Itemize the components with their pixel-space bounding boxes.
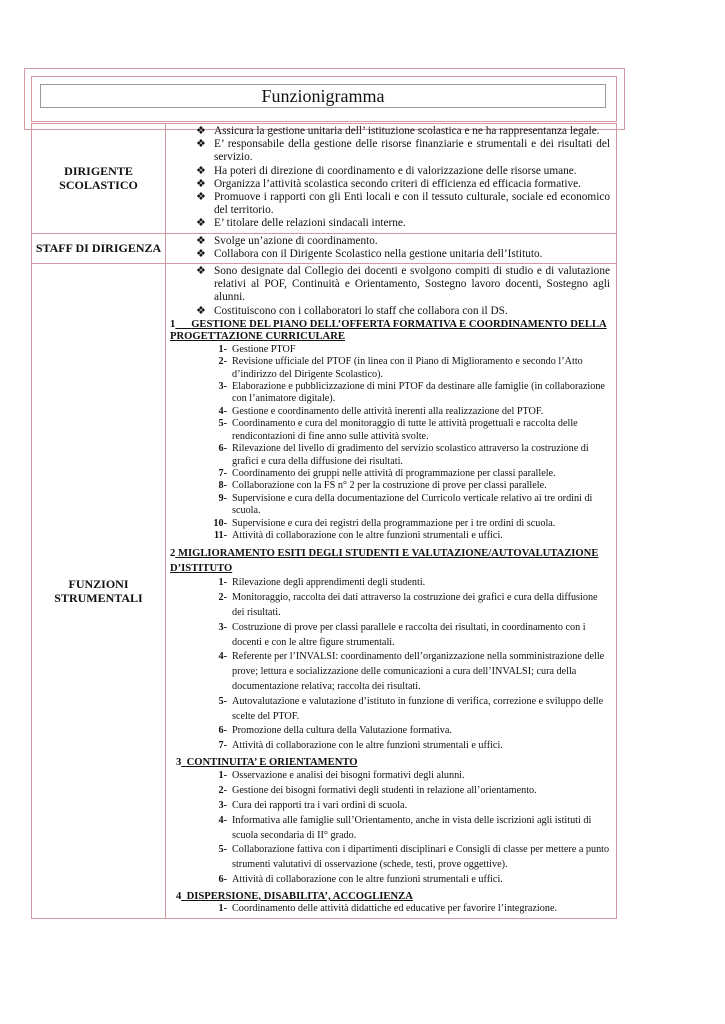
list-item: 6- Rilevazione del livello di gradimento del servizio scolastico attraverso la costruzione di grafici e cura della diffusione dei risultati.	[218, 443, 589, 467]
list-item: ❖ Ha poteri di direzione di coordinamento e di valorizzazione delle risorse umane.	[196, 164, 577, 177]
role-cell: STAFF DI DIRIGENZA	[32, 233, 166, 263]
list-item: ❖ Assicura la gestione unitaria dell’ istituzione scolastica e ne ha rappresentanza legale.	[196, 125, 600, 137]
list-item: 5- Coordinamento e cura del monitoraggio di tutte le attività progettuali e raccolta delle rendicontazioni di fine anno sulle attività svolte.	[218, 418, 578, 442]
role-cell: FUNZIONI STRUMENTALI	[32, 264, 166, 919]
diamond-bullet-icon: ❖	[196, 164, 206, 177]
list-item: 1- Gestione PTOF	[218, 343, 296, 355]
table-row-staff	[32, 233, 617, 263]
list-item: 2- Gestione dei bisogni formativi degli studenti in relazione all’orientamento.	[218, 785, 537, 797]
role-cell: DIRIGENTE SCOLASTICO	[32, 124, 166, 234]
diamond-bullet-icon: ❖	[196, 265, 206, 278]
area-item-list	[170, 344, 610, 543]
list-item: 11- Attività di collaborazione con le altre funzioni strumentali e uffici.	[213, 529, 503, 541]
list-item: ❖ Collabora con il Dirigente Scolastico nella gestione unitaria dell’Istituto.	[196, 247, 543, 260]
list-item: 2- Revisione ufficiale del PTOF (in linea con il Piano di Miglioramento e secondo l’Atto d’indirizzo del Dirigente Scolastico).	[218, 356, 583, 380]
list-item: ❖ E’ responsabile della gestione delle risorse finanziarie e strumentali e dei risultati del servizio.	[196, 138, 610, 164]
page-title: Funzionigramma	[40, 84, 606, 108]
list-item: ❖ E’ titolare delle relazioni sindacali interne.	[196, 217, 406, 230]
list-item: 5- Autovalutazione e valutazione d’istituto in funzione di verifica, correzione e sviluppo delle scelte del PTOF.	[218, 695, 604, 722]
list-item: 9- Supervisione e cura della documentazione del Curricolo verticale relativo ai tre ordini di scuola.	[218, 492, 593, 517]
diamond-bullet-icon: ❖	[196, 138, 206, 151]
list-item: 5- Collaborazione fattiva con i dipartimenti disciplinari e Consigli di classe per mettere a punto strumenti valutativi di osservazione (schede, testi, prove oggettive).	[218, 844, 610, 871]
table-row-dirigente	[32, 124, 617, 234]
bullet-list	[170, 125, 610, 231]
list-item: 6- Attività di collaborazione con le altre funzioni strumentali e uffici.	[218, 873, 503, 885]
list-item: ❖ Promuove i rapporti con gli Enti locali e con il tessuto culturale, sociale ed economico del territorio.	[196, 191, 610, 217]
area-heading: 3 CONTINUITA’ E ORIENTAMENTO	[176, 756, 358, 768]
list-item: 6- Promozione della cultura della Valutazione formativa.	[218, 725, 452, 737]
list-item: 1- Coordinamento delle attività didattiche ed educative per favorire l’integrazione.	[218, 903, 558, 915]
list-item: 7- Coordinamento dei gruppi nelle attività di programmazione per classi parallele.	[218, 467, 556, 479]
list-item: 4- Referente per l’INVALSI: coordinamento dell’organizzazione nella somministrazione delle prove; lettura e socializzazione delle comunicazioni a cura dell’INVALSI; cura della documentazione relativa; raccolta dei risultati.	[218, 651, 605, 692]
list-item: 3- Cura dei rapporti tra i vari ordini di scuola.	[218, 800, 408, 811]
diamond-bullet-icon: ❖	[196, 304, 206, 317]
list-item: 4- Informativa alle famiglie sull’Orientamento, anche in vista delle iscrizioni agli istituti di scuola secondaria di II° grado.	[218, 814, 592, 841]
list-item: 7- Attività di collaborazione con le altre funzioni strumentali e uffici.	[218, 740, 503, 752]
diamond-bullet-icon: ❖	[196, 234, 206, 247]
list-item: 1- Osservazione e analisi dei bisogni formativi degli alunni.	[218, 770, 465, 782]
list-item: ❖ Svolge un’azione di coordinamento.	[196, 234, 378, 247]
list-item: 2- Monitoraggio, raccolta dei dati attraverso la costruzione dei grafici e cura della diffusione dei risultati.	[218, 592, 598, 618]
diamond-bullet-icon: ❖	[196, 125, 206, 137]
area-heading: 4 DISPERSIONE, DISABILITA’, ACCOGLIENZA	[176, 890, 413, 902]
list-item: ❖ Costituiscono con i collaboratori lo staff che collabora con il DS.	[196, 304, 508, 317]
area-item-list	[170, 769, 610, 887]
diamond-bullet-icon: ❖	[196, 177, 206, 190]
diamond-bullet-icon: ❖	[196, 247, 206, 260]
area-heading: 1 GESTIONE DEL PIANO DELL’OFFERTA FORMATIVA E COORDINAMENTO DELLA PROGETTAZIONE CURRICULARE	[170, 318, 607, 343]
bullet-list	[170, 235, 610, 261]
list-item: 4- Gestione e coordinamento delle attività inerenti alla realizzazione del PTOF.	[218, 405, 544, 417]
area-item-list	[170, 576, 610, 754]
list-item: 3- Costruzione di prove per classi parallele e raccolta dei risultati, in coordinamento con i docenti e con le altre figure strumentali.	[218, 621, 586, 648]
duties-cell	[166, 264, 617, 919]
list-item: ❖ Sono designate dal Collegio dei docenti e svolgono compiti di studio e di valutazione relativi al POF, Continuità e Orientamento, Sostegno lavoro docenti, Sostegno agli alunni.	[196, 265, 610, 304]
duties-cell	[166, 124, 617, 234]
bullet-list	[170, 265, 610, 318]
functions-table	[31, 123, 617, 919]
table-row-funzioni	[32, 264, 617, 919]
list-item: 8- Collaborazione con la FS n° 2 per la costruzione di prove per classi parallele.	[218, 480, 547, 492]
diamond-bullet-icon: ❖	[196, 191, 206, 204]
list-item: 10- Supervisione e cura dei registri della programmazione per i tre ordini di scuola.	[213, 517, 556, 529]
diamond-bullet-icon: ❖	[196, 217, 206, 230]
list-item: 3- Elaborazione e pubblicizzazione di mini PTOF da destinare alle famiglie (in collaborazione con l’animatore digitale).	[218, 381, 605, 405]
area-heading: 2 MIGLIORAMENTO ESITI DEGLI STUDENTI E VALUTAZIONE/AUTOVALUTAZIONE D’ISTITUTO	[170, 548, 599, 574]
list-item: ❖ Organizza l’attività scolastica secondo criteri di efficienza ed efficacia formative.	[196, 177, 581, 190]
area-item-list	[170, 903, 610, 915]
duties-cell	[166, 233, 617, 263]
list-item: 1- Rilevazione degli apprendimenti degli studenti.	[218, 577, 426, 589]
